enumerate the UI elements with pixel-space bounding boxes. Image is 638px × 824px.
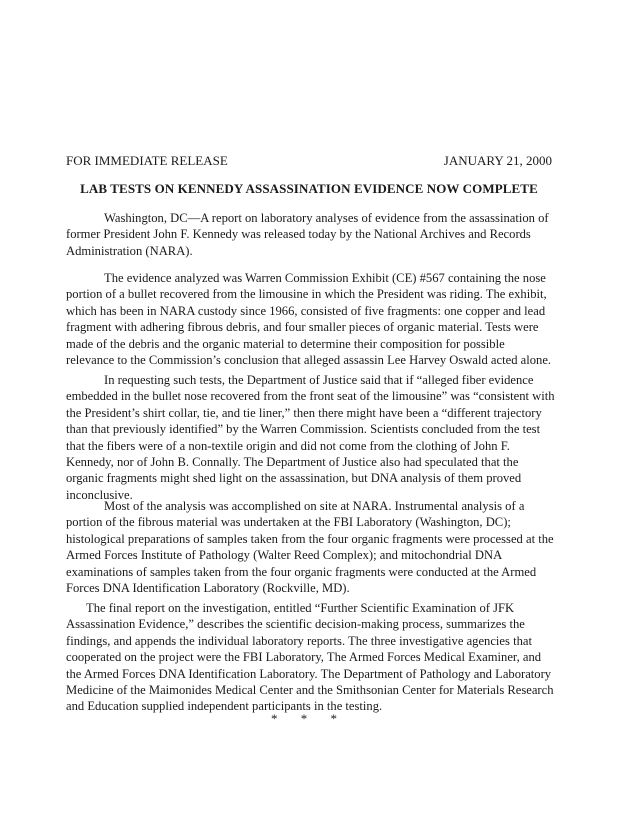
release-date: JANUARY 21, 2000 [443, 153, 552, 168]
paragraph-final-report: The final report on the investigation, entitled “Further Scientific Examination of JFK Assassination Evidence,” describes the scientific decision-making process, summarizes the findings, and appends the individual laboratory reports. The three investigative agencies that cooperated on the project were the FBI Laboratory, The Armed Forces Medical Examiner, and the Armed Forces DNA Identification Laboratory. The Department of Pathology and Laboratory Medicine of the Maimonides Medical Center and the Smithsonian Center for Materials Research and Education supplied independent participants in the testing. [66, 601, 554, 714]
paragraph-evidence: The evidence analyzed was Warren Commission Exhibit (CE) #567 containing the nose portion of a bullet recovered from the limousine in which the President was riding. The exhibit, which has been in NARA custody since 1966, consisted of five fragments: one copper and lead fragment with adhering fibrous debris, and four smaller pieces of organic material. Tests were made of the debris and the organic material to determine their composition for possible relevance to the Commission’s conclusion that alleged assassin Lee Harvey Oswald acted alone. [66, 271, 552, 368]
paragraph-intro: Washington, DC—A report on laboratory analyses of evidence from the assassination of former President John F. Kennedy was released today by the National Archives and Records Administration (NARA). [66, 211, 549, 258]
paragraph-justice-department: In requesting such tests, the Department of Justice said that if “alleged fiber evidence embedded in the bullet nose recovered from the front seat of the limousine” was “consistent with the President’s shirt collar, tie, and tie liner,” then there might have been a “different trajectory than that previously identified” by the Warren Commission. Scientists concluded from the test that the fibers were of a non-textile origin and did not come from the clothing of John F. Kennedy, nor of John B. Connally. The Department of Justice also had speculated that the organic fragments might shed light on the assassination, but DNA analysis of them proved inconclusive. [66, 373, 555, 502]
paragraph-analysis-sites: Most of the analysis was accomplished on site at NARA. Instrumental analysis of a portion of the fibrous material was undertaken at the FBI Laboratory (Washington, DC); histological preparations of samples taken from the four organic fragments were processed at the Armed Forces Institute of Pathology (Walter Reed Complex); and mitochondrial DNA examinations of samples taken from the four organic fragments were conducted at the Armed Forces DNA Identification Laboratory (Rockville, MD). [66, 499, 554, 596]
end-mark: * * * [271, 711, 347, 726]
document-title: LAB TESTS ON KENNEDY ASSASSINATION EVIDENCE NOW COMPLETE [80, 181, 538, 196]
release-label: FOR IMMEDIATE RELEASE [66, 153, 228, 168]
release-header [66, 153, 552, 169]
